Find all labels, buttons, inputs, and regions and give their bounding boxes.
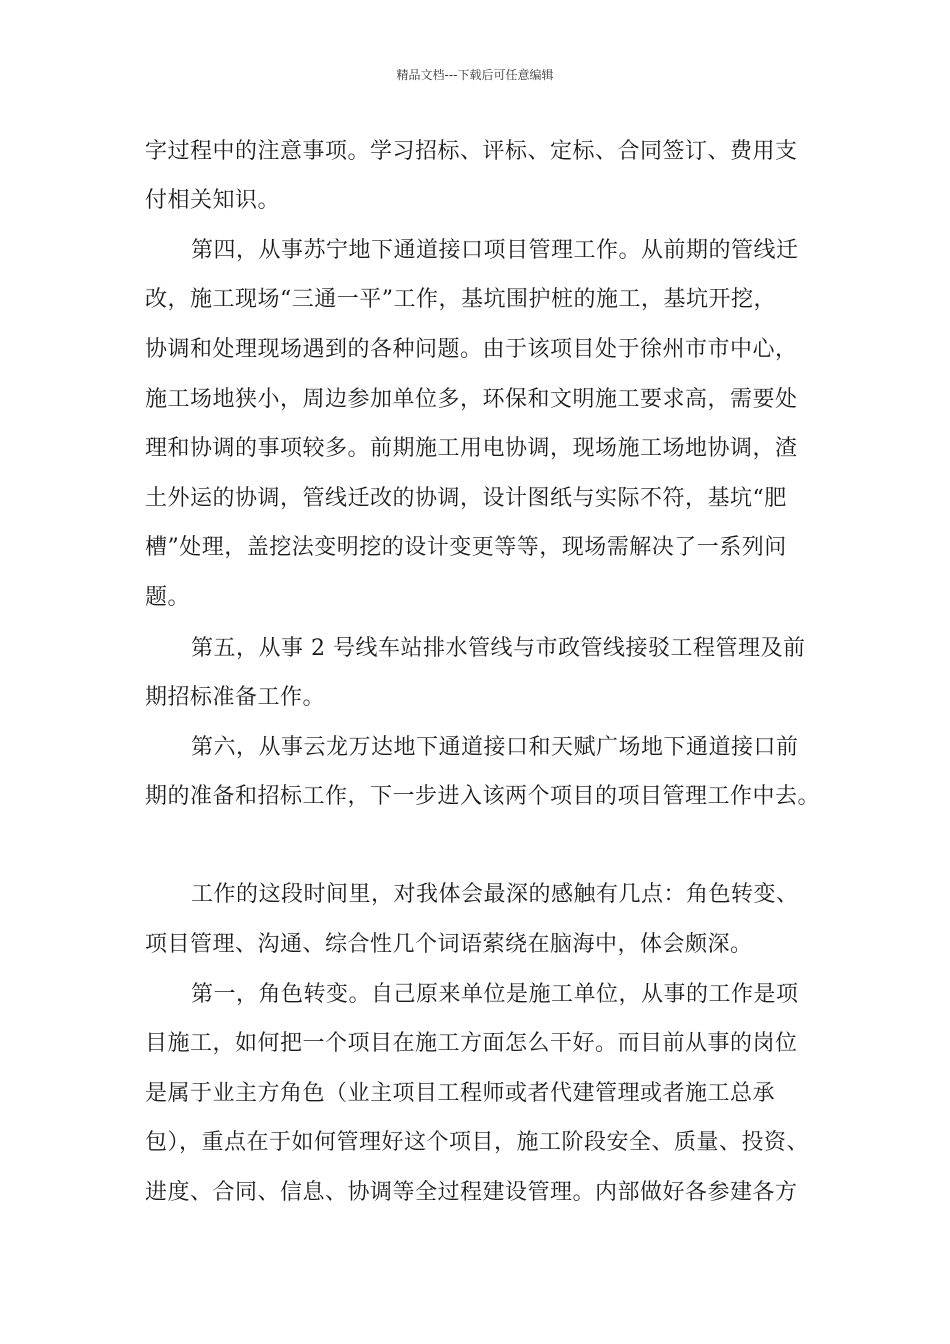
text-line: 土外运的协调，管线迁改的协调，设计图纸与实际不符，基坑“肥 — [145, 486, 787, 511]
text-line: 包），重点在于如何管理好这个项目，施工阶段安全、质量、投资、 — [145, 1130, 810, 1155]
text-line: 期招标准备工作。 — [145, 685, 326, 710]
page-header: 精品文档---下载后可任意编辑 — [396, 68, 554, 82]
paragraph-start: 工作的这段时间里，对我体会最深的感触有几点：角色转变、 — [191, 882, 799, 907]
text-line: 槽”处理，盖挖法变明挖的设计变更等等，现场需解决了一系列问 — [145, 535, 787, 560]
text-line: 字过程中的注意事项。学习招标、评标、定标、合同签订、费用支 — [145, 139, 798, 164]
text-line: 是属于业主方角色（业主项目工程师或者代建管理或者施工总承 — [145, 1081, 776, 1106]
text-line: 进度、合同、信息、协调等全过程建设管理。内部做好各参建各方 — [145, 1180, 798, 1205]
text-line: 改，施工现场“三通一平”工作，基坑围护桩的施工，基坑开挖， — [145, 287, 776, 312]
paragraph-start: 第一，角色转变。自己原来单位是施工单位，从事的工作是项 — [191, 982, 799, 1007]
paragraph-start: 第四，从事苏宁地下通道接口项目管理工作。从前期的管线迁 — [191, 238, 799, 263]
text-line: 项目管理、沟通、综合性几个词语萦绕在脑海中，体会颇深。 — [145, 932, 753, 957]
text-line: 施工场地狭小，周边参加单位多，环保和文明施工要求高，需要处 — [145, 387, 798, 412]
text-line: 期的准备和招标工作，下一步进入该两个项目的项目管理工作中去。 — [145, 784, 821, 809]
text-line: 目施工，如何把一个项目在施工方面怎么干好。而目前从事的岗位 — [145, 1031, 798, 1056]
paragraph-start: 第六，从事云龙万达地下通道接口和天赋广场地下通道接口前 — [191, 735, 799, 760]
paragraph-start: 第五，从事 2 号线车站排水管线与市政管线接驳工程管理及前 — [191, 636, 806, 661]
text-line: 协调和处理现场遇到的各种问题。由于该项目处于徐州市市中心， — [145, 337, 798, 362]
text-line: 付相关知识。 — [145, 188, 281, 213]
text-line: 理和协调的事项较多。前期施工用电协调，现场施工场地协调，渣 — [145, 436, 798, 461]
text-line: 题。 — [145, 585, 191, 610]
